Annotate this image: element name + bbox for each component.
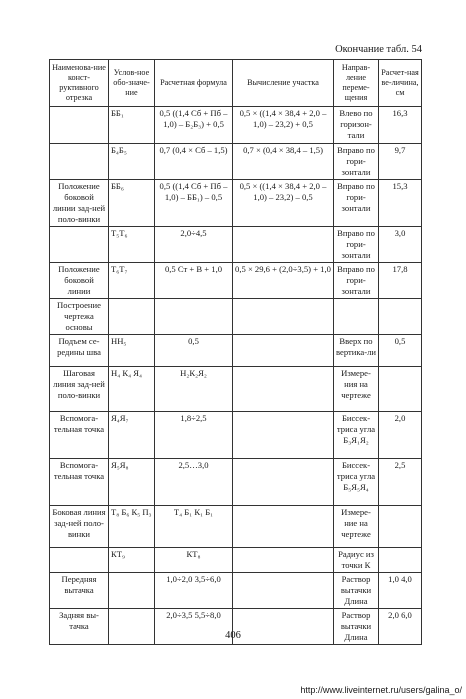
row-calculation bbox=[233, 459, 334, 506]
row-value: 2,5 bbox=[379, 459, 422, 506]
row-symbol: Т₈ Б₆ К₅ П₃ bbox=[109, 506, 155, 548]
table-row bbox=[50, 573, 422, 609]
row-symbol: Б₄Б₅ bbox=[109, 144, 155, 180]
row-formula: 0,5 bbox=[155, 335, 233, 367]
table-row bbox=[50, 506, 422, 548]
row-calculation: 0,5 × ((1,4 × 38,4 + 2,0 – 1,0) – 23,2) + 0,5 bbox=[233, 107, 334, 144]
row-value: 2,0 6,0 bbox=[379, 609, 422, 645]
row-direction: Вправо по гори-зонтали bbox=[334, 263, 379, 299]
row-calculation: 0,7 × (0,4 × 38,4 – 1,5) bbox=[233, 144, 334, 180]
table-row bbox=[50, 227, 422, 263]
table-row bbox=[50, 180, 422, 227]
row-name: Вспомога-тельная точка bbox=[50, 412, 109, 459]
header-value: Расчет-ная ве-личина, см bbox=[379, 60, 422, 107]
row-formula: 2,0÷4,5 bbox=[155, 227, 233, 263]
row-direction: Биссек-триса угла Б₅Я₅Я₄ bbox=[334, 459, 379, 506]
row-value: 17,8 bbox=[379, 263, 422, 299]
source-url: http://www.liveinternet.ru/users/galina_o/ bbox=[300, 685, 462, 695]
row-direction: Вправо по гори-зонтали bbox=[334, 144, 379, 180]
row-direction: Раствор вытачки Длина bbox=[334, 573, 379, 609]
header-calculation: Вычисление участка bbox=[233, 60, 334, 107]
page-number: 406 bbox=[225, 630, 241, 641]
row-value: 0,5 bbox=[379, 335, 422, 367]
row-symbol bbox=[109, 573, 155, 609]
row-formula: 2,5…3,0 bbox=[155, 459, 233, 506]
row-symbol bbox=[109, 299, 155, 335]
table-row bbox=[50, 548, 422, 573]
row-calculation bbox=[233, 299, 334, 335]
row-symbol: ББ₆ bbox=[109, 180, 155, 227]
row-symbol: НН₅ bbox=[109, 335, 155, 367]
table-caption: Окончание табл. 54 bbox=[335, 44, 422, 55]
row-symbol: Я₅Я₈ bbox=[109, 459, 155, 506]
row-name bbox=[50, 107, 109, 144]
row-name: Передняя вытачка bbox=[50, 573, 109, 609]
row-symbol: Т₆Т₇ bbox=[109, 263, 155, 299]
row-value: 3,0 bbox=[379, 227, 422, 263]
row-formula bbox=[155, 299, 233, 335]
row-calculation bbox=[233, 506, 334, 548]
row-direction: Измере-ния на чертеже bbox=[334, 367, 379, 412]
row-formula: 0,5 ((1,4 Сб + Пб – 1,0) – Б₂Б₃) + 0,5 bbox=[155, 107, 233, 144]
row-symbol: ББ₁ bbox=[109, 107, 155, 144]
row-name: Шаговая линия зад-ней поло-винки bbox=[50, 367, 109, 412]
table-row bbox=[50, 412, 422, 459]
table-row bbox=[50, 107, 422, 144]
row-calculation bbox=[233, 548, 334, 573]
row-symbol: Я₄Я₇ bbox=[109, 412, 155, 459]
row-direction: Радиус из точки К bbox=[334, 548, 379, 573]
row-formula: 0,7 (0,4 × Сб – 1,5) bbox=[155, 144, 233, 180]
row-formula: КТ₈ bbox=[155, 548, 233, 573]
row-calculation: 0,5 × ((1,4 × 38,4 + 2,0 – 1,0) – 23,2) – 0,5 bbox=[233, 180, 334, 227]
row-value: 15,3 bbox=[379, 180, 422, 227]
row-formula: 1,0÷2,0 3,5÷6,0 bbox=[155, 573, 233, 609]
row-symbol: КТ₉ bbox=[109, 548, 155, 573]
row-calculation bbox=[233, 227, 334, 263]
data-table bbox=[49, 59, 422, 645]
row-direction: Вправо по гори-зонтали bbox=[334, 180, 379, 227]
header-direction: Направ-ление переме-щения bbox=[334, 60, 379, 107]
row-value bbox=[379, 548, 422, 573]
row-formula: 0,5 ((1,4 Сб + Пб – 1,0) – ББ₁) – 0,5 bbox=[155, 180, 233, 227]
row-calculation bbox=[233, 367, 334, 412]
row-calculation bbox=[233, 335, 334, 367]
row-symbol: Н₄ К₄ Я₄ bbox=[109, 367, 155, 412]
row-direction: Вправо по гори-зонтали bbox=[334, 227, 379, 263]
table-row bbox=[50, 459, 422, 506]
row-name bbox=[50, 227, 109, 263]
row-name: Построение чертежа основы bbox=[50, 299, 109, 335]
row-formula: 1,8÷2,5 bbox=[155, 412, 233, 459]
row-value bbox=[379, 299, 422, 335]
row-symbol: Т₅Т₆ bbox=[109, 227, 155, 263]
row-direction: Вверх по вертика-ли bbox=[334, 335, 379, 367]
row-name: Боковая линия зад-ней поло-винки bbox=[50, 506, 109, 548]
row-direction: Влево по горизон-тали bbox=[334, 107, 379, 144]
row-calculation bbox=[233, 573, 334, 609]
row-value: 2,0 bbox=[379, 412, 422, 459]
table-row bbox=[50, 299, 422, 335]
row-name: Задняя вы-тачка bbox=[50, 609, 109, 645]
table-row bbox=[50, 144, 422, 180]
row-value: 1,0 4,0 bbox=[379, 573, 422, 609]
header-formula: Расчетная формула bbox=[155, 60, 233, 107]
row-direction: Биссек-триса угла Б₃Я₁Я₂ bbox=[334, 412, 379, 459]
row-name: Положение боковой линии зад-ней поло-винки bbox=[50, 180, 109, 227]
row-name: Подъем се-редины шва bbox=[50, 335, 109, 367]
row-calculation: 0,5 × 29,6 + (2,0÷3,5) + 1,0 bbox=[233, 263, 334, 299]
row-name: Вспомога-тельная точка bbox=[50, 459, 109, 506]
row-formula: 0,5 Ст + В + 1,0 bbox=[155, 263, 233, 299]
row-name: Положение боковой линии bbox=[50, 263, 109, 299]
row-value: 16,3 bbox=[379, 107, 422, 144]
table-header bbox=[50, 60, 422, 107]
row-direction: Измере-ние на чертеже bbox=[334, 506, 379, 548]
table-row bbox=[50, 367, 422, 412]
table-row bbox=[50, 335, 422, 367]
row-value: 9,7 bbox=[379, 144, 422, 180]
row-formula: Н₂К₂Я₂ bbox=[155, 367, 233, 412]
header-symbol: Услов-ное обо-значе-ние bbox=[109, 60, 155, 107]
row-calculation bbox=[233, 412, 334, 459]
table-body bbox=[50, 107, 422, 645]
row-formula: Т₄ Б₁ К₁ Б₁ bbox=[155, 506, 233, 548]
row-direction bbox=[334, 299, 379, 335]
row-formula: 2,0÷3,5 5,5÷8,0 bbox=[155, 609, 233, 645]
row-name bbox=[50, 548, 109, 573]
table-row bbox=[50, 263, 422, 299]
row-value bbox=[379, 367, 422, 412]
row-value bbox=[379, 506, 422, 548]
row-direction: Раствор вытачки Длина bbox=[334, 609, 379, 645]
header-name: Наименова-ние конст-руктивного отрезка bbox=[50, 60, 109, 107]
row-name bbox=[50, 144, 109, 180]
